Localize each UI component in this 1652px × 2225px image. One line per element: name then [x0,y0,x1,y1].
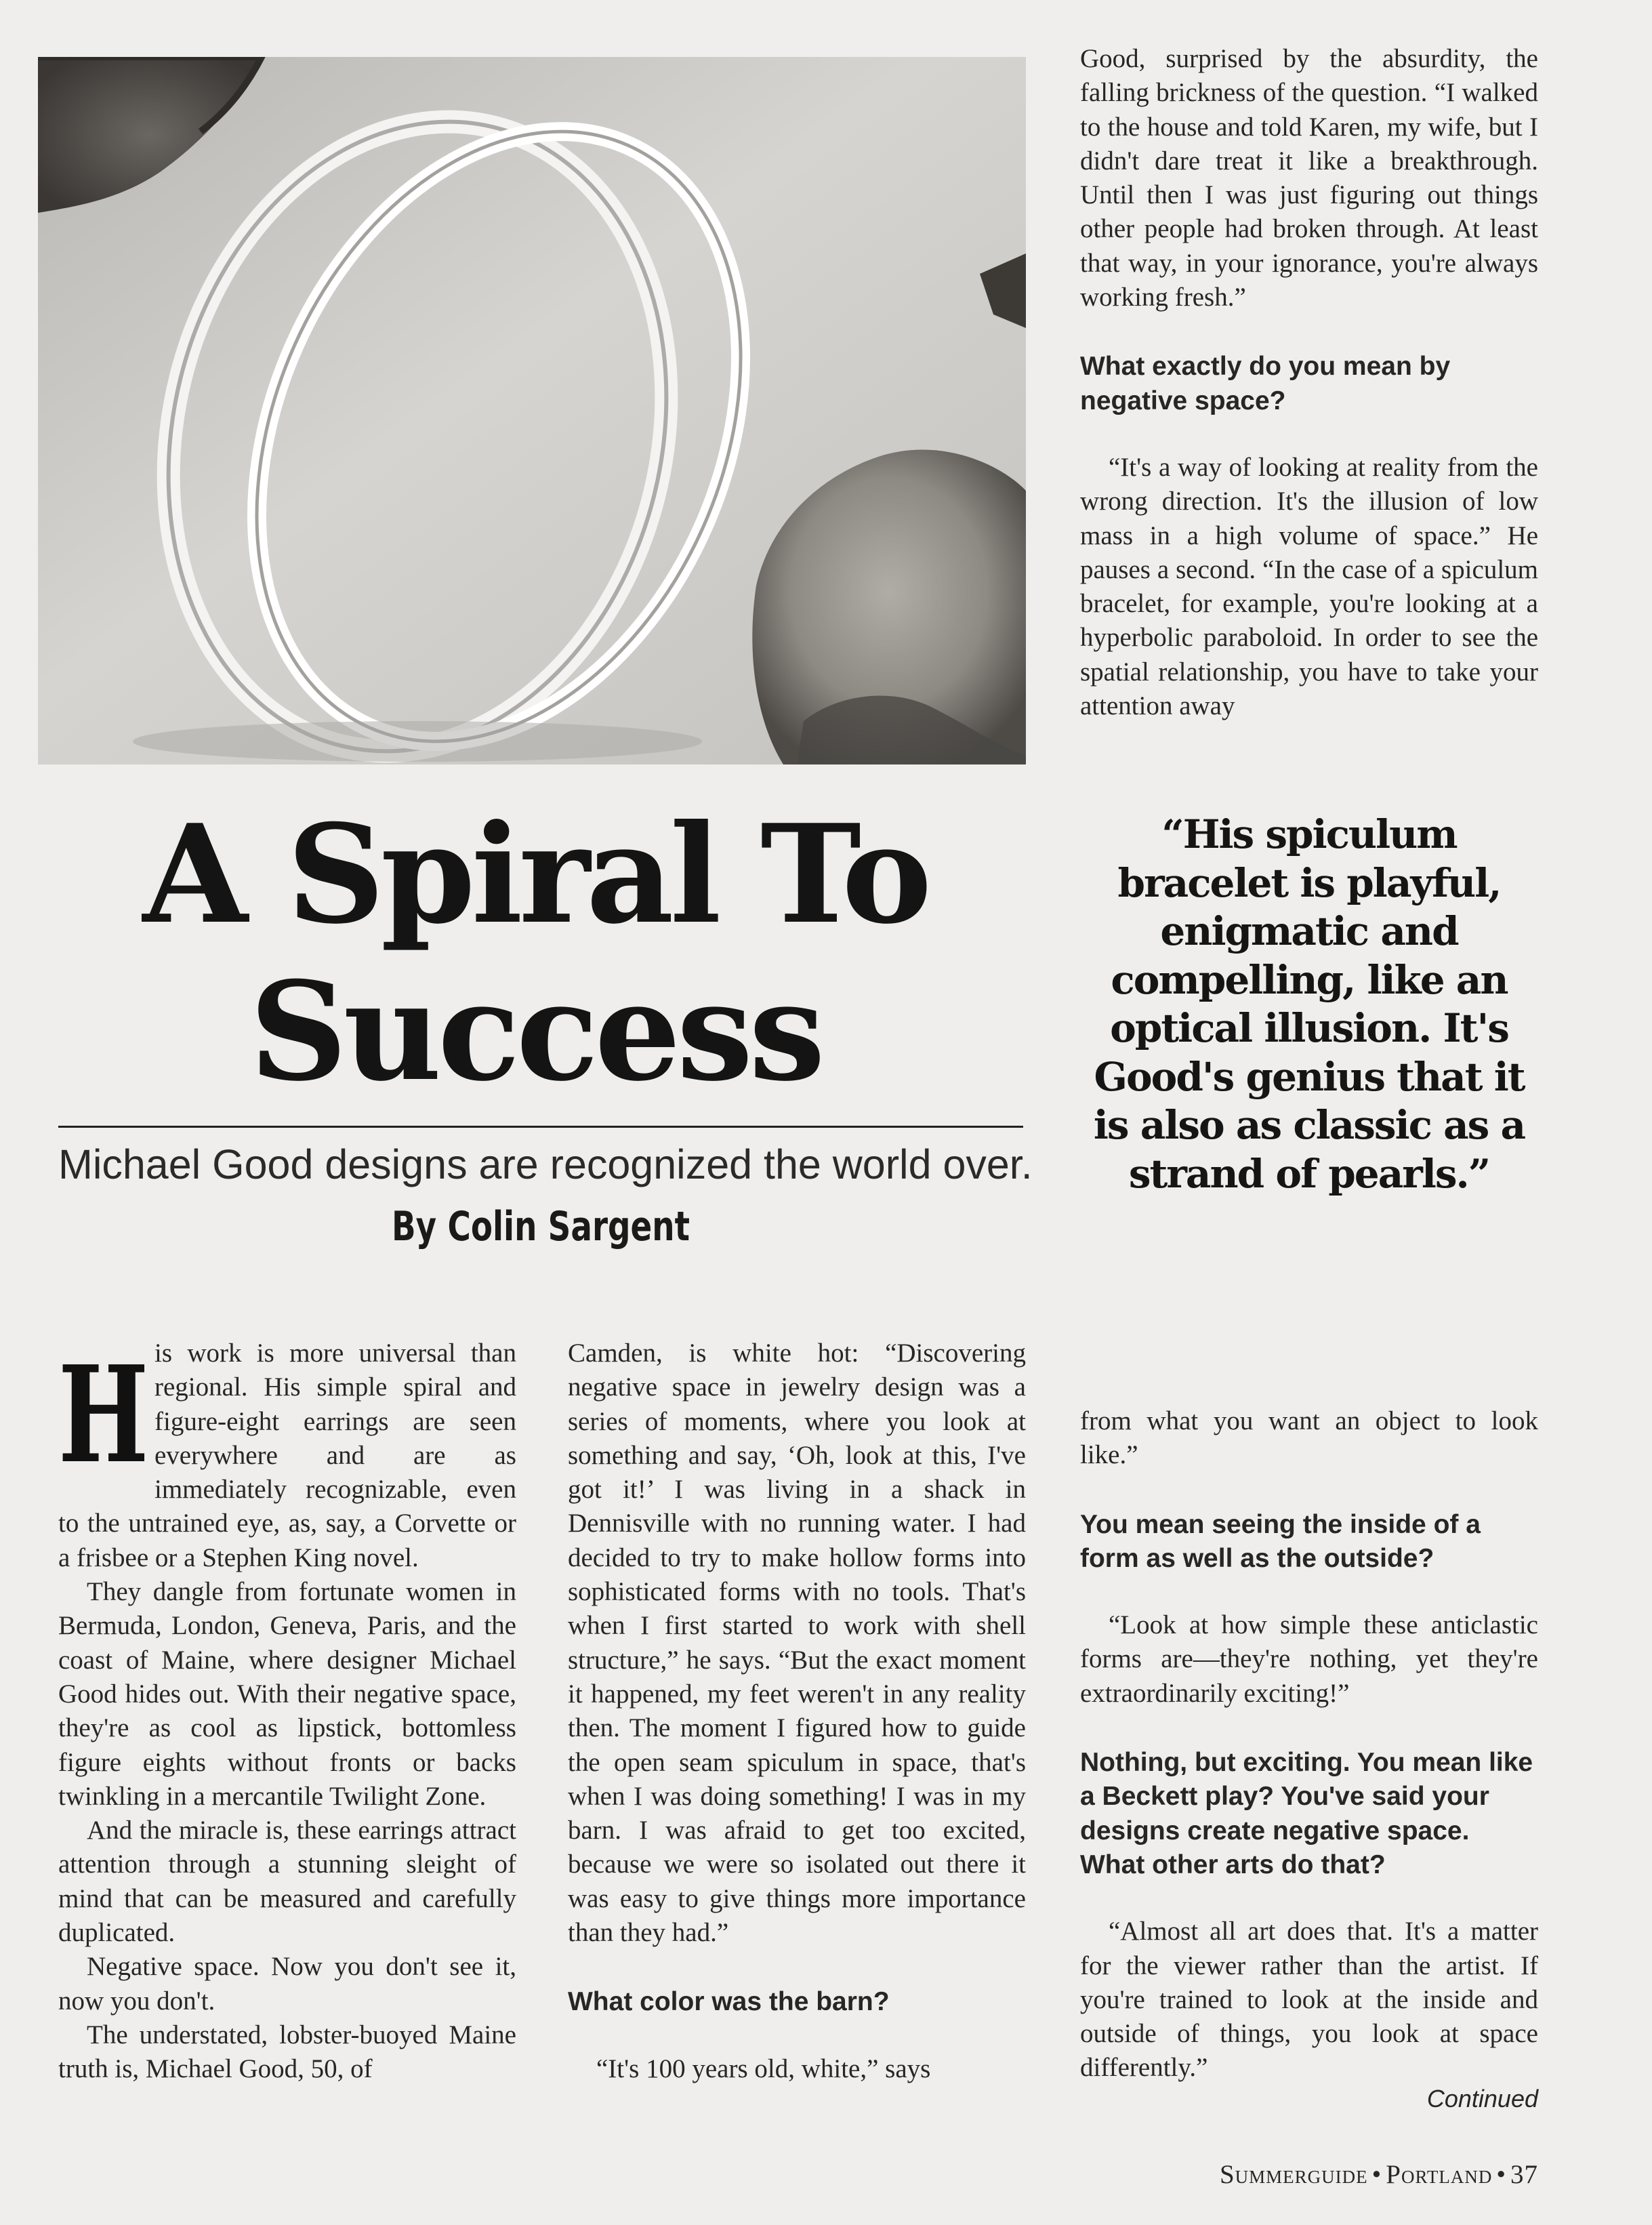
spacer [1080,418,1538,451]
question-negative-space: What exactly do you mean by negative space? [1080,352,1451,415]
answer-barn: “It's 100 years old, white,” says [596,2054,931,2083]
spacer [1080,1473,1538,1508]
spacer [1080,314,1538,350]
spacer [1080,1576,1538,1608]
page-folio [1152,2159,1538,2190]
spacer [568,2020,1026,2052]
folio-publication: Portland [1386,2160,1493,2189]
col1-paragraph-5: The understated, lobster-buoyed Maine truth is, Michael Good, 50, of [58,2020,516,2084]
spacer [568,1950,1026,1985]
pull-quote: “His spiculum bracelet is playful, enigmatic and compelling, like an optical illusion. It's Good's genius that it is also as classic as a strand of pearls.” [1093,811,1525,1197]
bracelet-photo [38,57,1026,764]
column-3-bottom [1080,1404,1538,2085]
drop-cap: H [58,1337,149,1493]
article-title: A Spiral To Success [142,795,928,1111]
question-barn: What color was the barn? [568,1987,890,2017]
column-3-top [1080,42,1538,723]
folio-page-number: 37 [1510,2160,1538,2189]
column-2 [568,1336,1026,2086]
answer-negative-space: “It's a way of looking at reality from the wrong direction. It's the illusion of low mass in a high volume of space.” He pauses a second. “In the case of a spiculum bracelet, for example, you're looking at a hyperbolic paraboloid. In order to see the spatial relationship, you have to take your attention away [1080,452,1538,721]
spacer [1080,1882,1538,1915]
column-1 [58,1336,516,2087]
col3-paragraph-1: Good, surprised by the absurdity, the falling brickness of the question. “I walked to the house and told Karen, my wife, but I didn't dare treat it like a breakthrough. Until then I was just figuring out things other people had broken through. At least that way, in your ignorance, you're always working fresh.” [1080,44,1538,312]
byline: By Colin Sargent [392,1203,690,1250]
col1-paragraph-1: is work is more universal than regional. His simple spiral and figure-eight earrings are seen everywhere and are as immediately recognizable, even to the untrained eye, as, say, a Corvette or a frisbee or a Stephen King novel. [58,1339,516,1572]
question-inside: You mean seeing the inside of a form as well as the outside? [1080,1509,1481,1573]
answer-inside: “Look at how simple these anticlastic forms are—they're nothing, yet they're extraordinarily exciting!” [1080,1610,1538,1708]
title-rule [58,1126,1023,1128]
col1-paragraph-4: Negative space. Now you don't see it, now you don't. [58,1952,516,2016]
col1-paragraph-2: They dangle from fortunate women in Bermuda, London, Geneva, Paris, and the coast of Maine, where designer Michael Good hides out. With their negative space, they're as cool as lipstick, bottomless figure eights without fronts or backs twinkling in a mercantile Twilight Zone. [58,1577,516,1811]
question-beckett: Nothing, but exciting. You mean like a Beckett play? You've said your designs create negative space. What other arts do that? [1080,1748,1533,1879]
answer-negative-space-end: from what you want an object to look like.” [1080,1406,1538,1470]
col2-paragraph-1: Camden, is white hot: “Discovering negative space in jewelry design was a series of moments, where you look at something and say, ‘Oh, look at this, I've got it!’ I was living in a shack in Dennisville with no running water. I had decided to try to make hollow forms into sophisticated forms with no tools. That's when I first started to work with shell structure,” he says. “But the exact moment it happened, my feet weren't in any reality then. The moment I figured how to guide the open seam spiculum in space, that's when I was doing something! I was in my barn. I was afraid to get too excited, because we were so isolated out there it was easy to give things more importance than they had.” [568,1339,1026,1948]
bracelet-photo-art [38,57,1026,764]
folio-section: Summerguide [1219,2160,1368,2189]
answer-beckett: “Almost all art does that. It's a matter for the viewer rather than the artist. If you're trained to look at the inside and outside of things, you look at space differently.” [1080,1917,1538,2083]
article-subtitle: Michael Good designs are recognized the world over. [58,1141,1033,1187]
continued-label: Continued [1426,2085,1538,2112]
folio-bullet: • [1496,2160,1506,2189]
col1-paragraph-3: And the miracle is, these earrings attract attention through a stunning sleight of mind that can be measured and carefully duplicated. [58,1816,516,1948]
spacer [1080,1711,1538,1746]
folio-bullet: • [1371,2160,1382,2189]
